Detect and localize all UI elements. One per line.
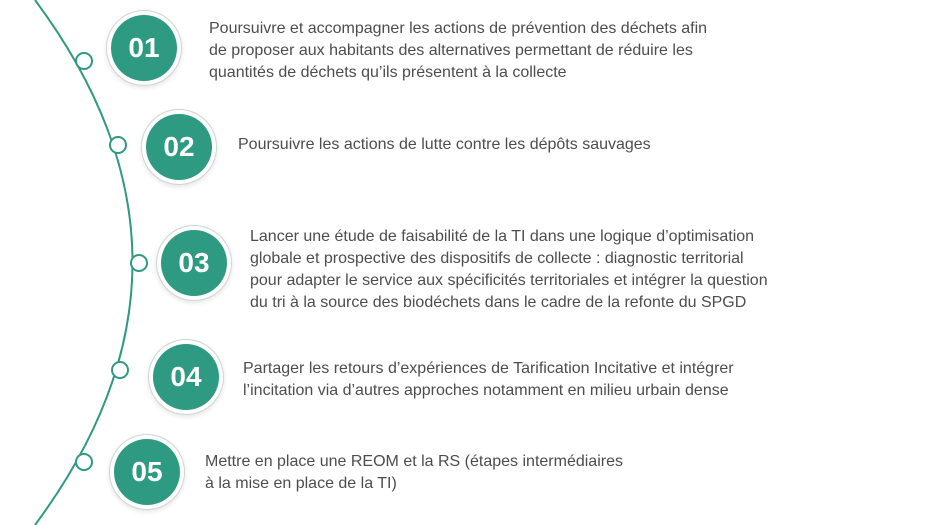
timeline-node [131,255,147,271]
step-description-line: Poursuivre les actions de lutte contre les dépôts sauvages [238,136,651,153]
step-description-line: à la mise en place de la TI) [205,475,397,492]
step-number-badge [114,439,180,505]
timeline-node [112,362,128,378]
step-description [205,451,623,495]
step-number: 02 [163,131,195,162]
step-number: 04 [170,361,202,392]
step-description-line: globale et prospective des dispositifs de collecte : diagnostic territorial [250,250,744,267]
step-description-line: Partager les retours d’expériences de Tarification Incitative et intégrer [243,360,734,377]
step-description-line: Lancer une étude de faisabilité de la TI dans une logique d’optimisation [250,228,755,245]
step-number-badge [161,230,227,296]
step-number: 03 [178,247,210,278]
step-number: 05 [131,456,163,487]
timeline-node [110,137,126,153]
step-description-line: pour adapter le service aux spécificités territoriales et intégrer la question [250,272,768,289]
step-description [209,18,707,84]
timeline-node [76,454,92,470]
step-description [250,226,768,314]
step-description-line: Mettre en place une REOM et la RS (étapes intermédiaires [205,453,623,470]
step-description [238,134,651,156]
step-description-line: Poursuivre et accompagner les actions de prévention des déchets afin [209,20,708,37]
step-number-badge [111,15,177,81]
step-number: 01 [128,32,160,63]
step-description-line: du tri à la source des biodéchets dans le cadre de la refonte du SPGD [250,294,747,311]
timeline-arc-line [35,0,133,525]
step-description-line: quantités de déchets qu’ils présentent à la collecte [209,64,567,81]
step-number-badge [153,344,219,410]
step-description-line: de proposer aux habitants des alternatives permettant de réduire les [209,42,693,59]
step-number-badge [146,114,212,180]
step-description [243,358,734,402]
timeline-node [76,53,92,69]
step-description-line: l’incitation via d’autres approches notamment en milieu urbain dense [243,382,729,399]
